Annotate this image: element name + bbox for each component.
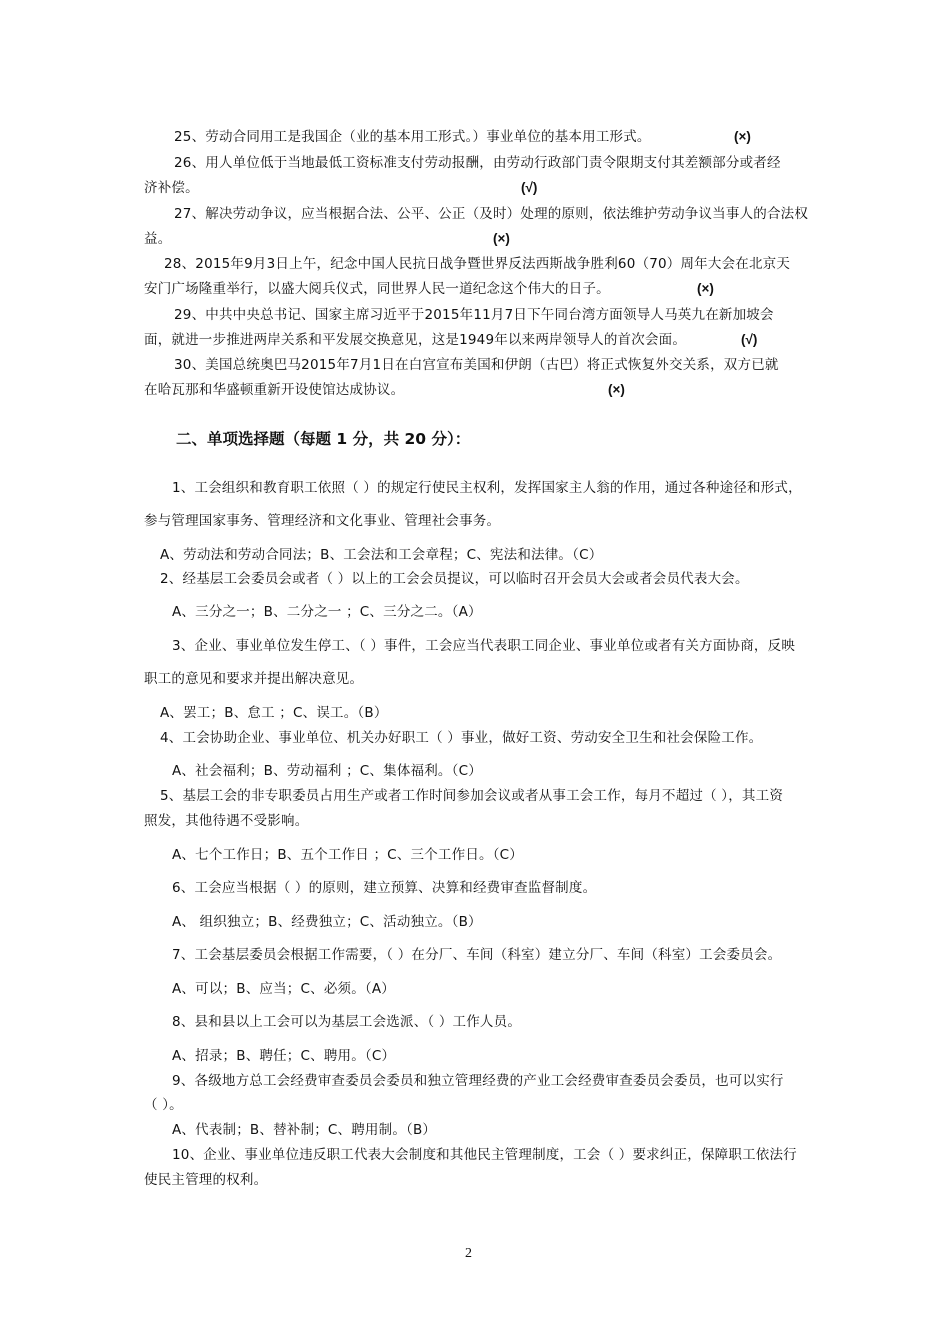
question-line: 照发，其他待遇不受影响。 [144,813,309,829]
answer-options: A、社会福利；B、劳动福利 ；C、集体福利。（C） [172,763,482,779]
question-line: 职工的意见和要求并提出解决意见。 [144,671,364,687]
question-line: 28、2015年9月3日上午，纪念中国人民抗日战争暨世界反法西斯战争胜利60（70）周年大会在北京天 [164,256,791,272]
question-line: 1、工会组织和教育职工依照（ ）的规定行使民主权利，发挥国家主人翁的作用，通过各种途径和形式， [172,480,802,496]
question-line: 7、工会基层委员会根据工作需要，（ ）在分厂、车间（科室）建立分厂、车间（科室）工会委员会。 [172,947,782,963]
question-line: （ ）。 [144,1097,183,1113]
answer-options: A、罢工；B、怠工 ；C、误工。（B） [160,705,388,721]
answer-options: A、劳动法和劳动合同法；B、工会法和工会章程；C、宪法和法律。（C） [160,547,603,563]
question-line: 4、工会协助企业、事业单位、机关办好职工（ ）事业，做好工资、劳动安全卫生和社会保险工作。 [160,730,763,746]
answer-options: A、 组织独立；B、经费独立；C、活动独立。（B） [172,914,482,930]
question-line: 2、经基层工会委员会或者（ ）以上的工会会员提议，可以临时召开会员大会或者会员代表大会。 [160,571,749,587]
question-line: 25、劳动合同用工是我国企（业的基本用工形式。）事业单位的基本用工形式。 [174,129,651,145]
question-line: 济补偿。 [144,180,199,196]
answer-mark: (×) [734,129,751,144]
question-line: 26、用人单位低于当地最低工资标准支付劳动报酬，由劳动行政部门责令限期支付其差额部分或者经 [174,155,781,171]
question-line: 10、企业、事业单位违反职工代表大会制度和其他民主管理制度，工会（ ）要求纠正，保障职工依法行 [172,1147,797,1163]
question-line: 29、中共中央总书记、国家主席习近平于2015年11月7日下午同台湾方面领导人马英九在新加坡会 [174,307,774,323]
page-number: 2 [465,1246,472,1261]
question-line: 安门广场隆重举行，以盛大阅兵仪式，同世界人民一道纪念这个伟大的日子。 [144,281,610,297]
question-line: 在哈瓦那和华盛顿重新开设使馆达成协议。 [144,382,405,398]
question-line: 5、基层工会的非专职委员占用生产或者工作时间参加会议或者从事工会工作，每月不超过（ ），其工资 [160,788,784,804]
question-line: 27、解决劳动争议，应当根据合法、公平、公正（及时）处理的原则，依法维护劳动争议当事人的合法权 [174,206,809,222]
question-line: 3、企业、事业单位发生停工、（ ）事件，工会应当代表职工同企业、事业单位或者有关方面协商，反映 [172,638,796,654]
question-line: 益。 [144,231,172,247]
question-line: 9、各级地方总工会经费审查委员会委员和独立管理经费的产业工会经费审查委员会委员，也可以实行 [172,1073,784,1089]
answer-mark: (×) [493,231,510,246]
answer-mark: (×) [697,281,714,296]
answer-options: A、七个工作日；B、五个工作日 ；C、三个工作日。（C） [172,847,523,863]
question-line: 参与管理国家事务、管理经济和文化事业、管理社会事务。 [144,513,501,529]
answer-mark: (×) [608,382,625,397]
question-line: 30、美国总统奥巴马2015年7月1日在白宫宣布美国和伊朗（古巴）将正式恢复外交关系，双方已就 [174,357,779,373]
question-line: 使民主管理的权利。 [144,1172,268,1188]
section-heading: 二、单项选择题（每题 1 分，共 20 分）： [176,430,471,448]
question-line: 6、工会应当根据（ ）的原则，建立预算、决算和经费审查监督制度。 [172,880,597,896]
answer-options: A、招录；B、聘任；C、聘用。（C） [172,1048,396,1064]
question-line: 面，就进一步推进两岸关系和平发展交换意见，这是1949年以来两岸领导人的首次会面。 [144,332,687,348]
answer-mark: (√) [521,180,538,195]
answer-options: A、代表制；B、替补制；C、聘用制。（B） [172,1122,437,1138]
answer-options: A、可以；B、应当；C、必须。（A） [172,981,396,997]
answer-mark: (√) [741,332,758,347]
question-line: 8、县和县以上工会可以为基层工会选派、（ ）工作人员。 [172,1014,522,1030]
answer-options: A、三分之一；B、二分之一 ；C、三分之二。（A） [172,604,482,620]
